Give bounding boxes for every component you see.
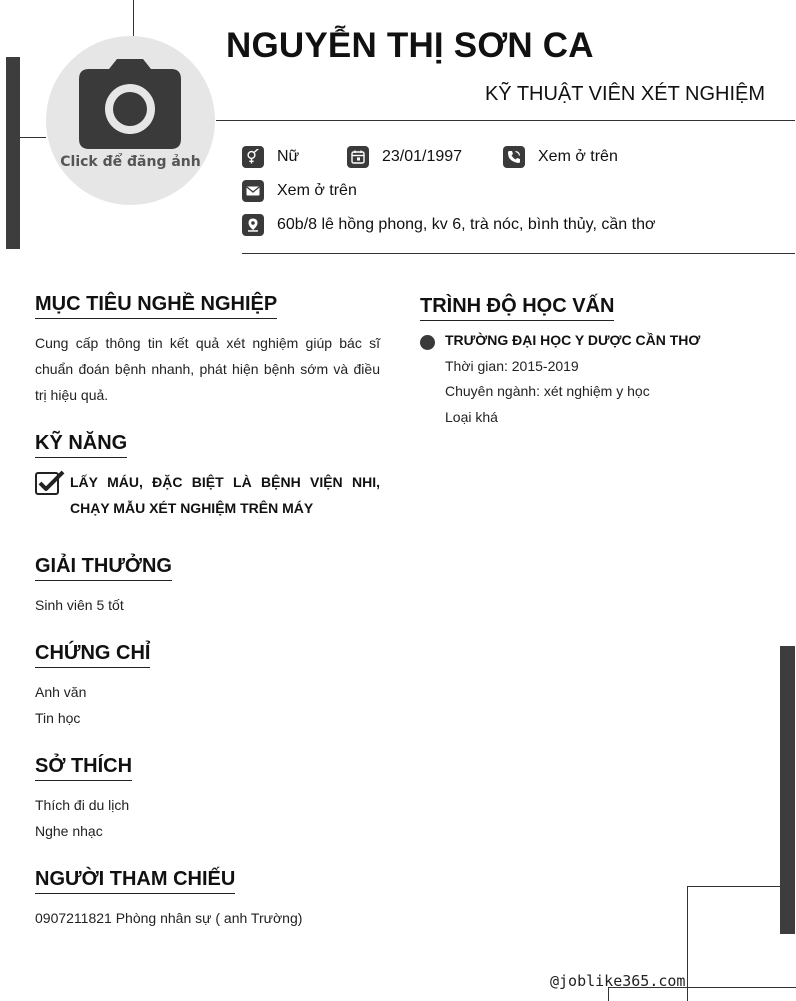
- gender-icon: [242, 146, 264, 168]
- awards-title: GIẢI THƯỞNG: [35, 554, 172, 581]
- decor-bar-right: [780, 646, 795, 934]
- info-address: [242, 213, 655, 237]
- checkbox-checked-icon: [35, 470, 65, 496]
- skill-item: LẤY MÁU, ĐẶC BIỆT LÀ BỆNH VIỆN NHI, CHẠY MẪU XÉT NGHIỆM TRÊN MÁY: [70, 474, 380, 516]
- objective-text: Cung cấp thông tin kết quả xét nghiệm giúp bác sĩ chuẩn đoán bệnh nhanh, phát hiện bệnh sớm và điều trị hiệu quả.: [35, 335, 380, 403]
- email-value: Xem ở trên: [277, 182, 357, 199]
- info-birthday: [347, 145, 462, 169]
- references-title: NGƯỜI THAM CHIẾU: [35, 867, 235, 894]
- info-divider: [242, 253, 795, 254]
- info-gender: [242, 145, 299, 169]
- full-name: NGUYỄN THỊ SƠN CA: [226, 26, 594, 65]
- education-major: Chuyên ngành: xét nghiệm y học: [445, 383, 650, 399]
- avatar-upload[interactable]: [46, 36, 215, 205]
- education-time: Thời gian: 2015-2019: [445, 358, 579, 374]
- calendar-icon: [347, 146, 369, 168]
- decor-bar-left: [6, 57, 20, 249]
- phone-value: Xem ở trên: [538, 148, 618, 165]
- gender-value: Nữ: [277, 148, 300, 165]
- certificates-title: CHỨNG CHỈ: [35, 641, 150, 668]
- info-phone: [503, 145, 618, 169]
- decor-line-top-vertical: [133, 0, 134, 36]
- certificate-item: Tin học: [35, 710, 81, 726]
- skills-title: KỸ NĂNG: [35, 431, 127, 458]
- decor-box-left: [687, 886, 688, 1001]
- location-pin-icon: [242, 214, 264, 236]
- education-title: TRÌNH ĐỘ HỌC VẤN: [420, 294, 614, 321]
- camera-icon: [79, 59, 181, 149]
- watermark: @joblike365.com: [550, 972, 686, 990]
- objective-title: MỤC TIÊU NGHỀ NGHIỆP: [35, 292, 277, 319]
- phone-icon: [503, 146, 525, 168]
- job-title: KỸ THUẬT VIÊN XÉT NGHIỆM: [484, 83, 765, 105]
- award-item: Sinh viên 5 tốt: [35, 597, 124, 613]
- decor-line-left-horizontal: [18, 137, 46, 138]
- avatar-caption: Click để đăng ảnh: [60, 154, 201, 170]
- reference-item: 0907211821 Phòng nhân sự ( anh Trường): [35, 910, 303, 926]
- info-email: [242, 179, 357, 203]
- hobbies-title: SỞ THÍCH: [35, 754, 132, 781]
- hobby-item: Nghe nhạc: [35, 823, 103, 839]
- address-value: 60b/8 lê hồng phong, kv 6, trà nóc, bình thủy, cần thơ: [277, 216, 656, 233]
- header-divider: [216, 120, 795, 121]
- email-icon: [242, 180, 264, 202]
- education-school: TRƯỜNG ĐẠI HỌC Y DƯỢC CẦN THƠ: [445, 332, 701, 348]
- birthday-value: 23/01/1997: [382, 148, 463, 165]
- decor-box-top: [687, 886, 780, 887]
- hobby-item: Thích đi du lịch: [35, 797, 130, 813]
- bullet-dot-icon: [420, 335, 435, 350]
- education-grade: Loại khá: [445, 409, 498, 425]
- certificate-item: Anh văn: [35, 684, 87, 700]
